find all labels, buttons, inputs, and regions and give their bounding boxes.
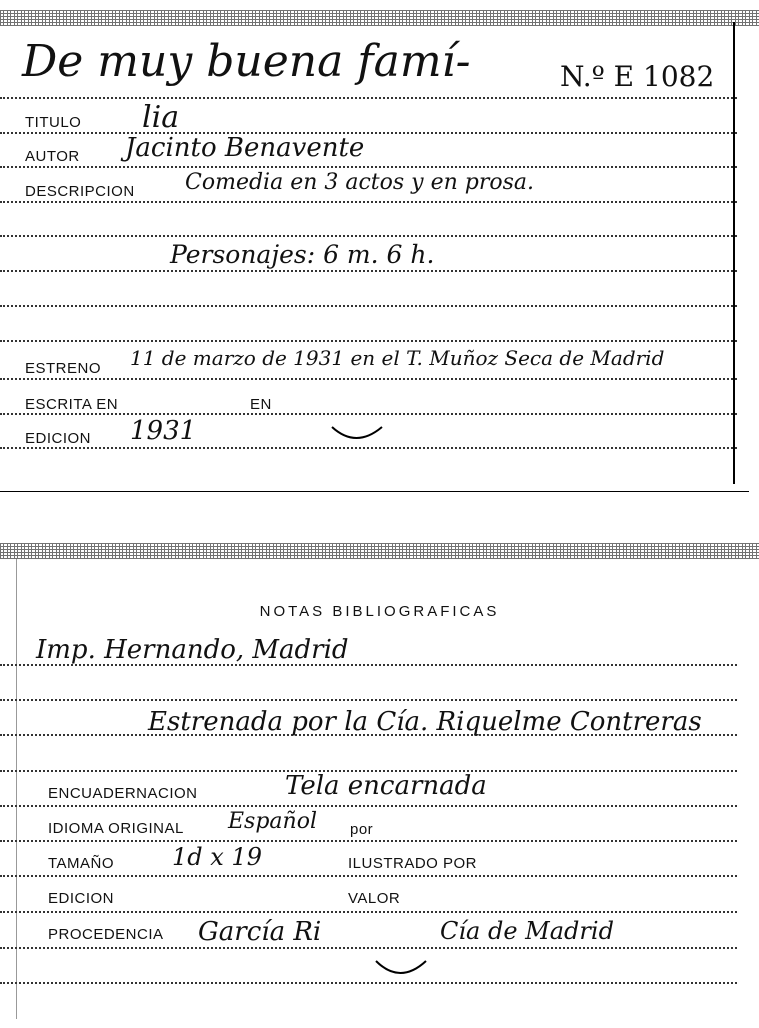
ruled-line [0,947,737,949]
value-encuadernacion: Tela encarnada [285,771,487,801]
ruled-line [0,699,737,701]
card-edge-texture [0,543,759,559]
value-procedencia-b: Cía de Madrid [440,917,614,945]
ruled-line [0,166,737,168]
value-edicion: 1931 [130,416,197,446]
label-valor: VALOR [348,890,401,907]
label-tamano: TAMAÑO [48,855,115,872]
label-titulo: TITULO [25,114,82,131]
ruled-line [0,305,737,307]
card-edge-texture [0,10,759,26]
label-en: EN [250,396,272,413]
ruled-line [0,875,737,877]
catalog-card-back [0,537,759,1028]
value-descripcion: Comedia en 3 actos y en prosa. [185,170,535,195]
catalog-card-front [0,0,759,493]
card-number: N.º E 1082 [560,60,715,93]
label-descripcion: DESCRIPCION [25,183,135,200]
label-por: por [350,821,374,838]
ruled-line [0,132,737,134]
ruled-line [0,805,737,807]
card-left-border [16,559,17,1019]
section-heading: NOTAS BIBLIOGRAFICAS [259,603,500,620]
label-edicion-back: EDICION [48,890,115,907]
label-ilustrado-por: ILUSTRADO POR [348,855,478,872]
value-idioma-original: Español [228,809,317,834]
notes-line-1: Imp. Hernando, Madrid [36,635,349,665]
ruled-line [0,840,737,842]
label-escrita-en: ESCRITA EN [25,396,119,413]
card-bottom-border [0,491,749,492]
label-estreno: ESTRENO [25,360,102,377]
label-autor: AUTOR [25,148,80,165]
punch-hole-mark [328,405,388,447]
ruled-line [0,97,737,99]
value-titulo: lia [142,100,180,135]
ruled-line [0,235,737,237]
title-handwritten-line1: De muy buena famí- [22,36,471,87]
punch-hole-mark [372,955,432,985]
notes-line-2: Estrenada por la Cía. Riquelme Contreras [148,707,702,737]
label-idioma-original: IDIOMA ORIGINAL [48,820,184,837]
ruled-line [0,340,737,342]
label-encuadernacion: ENCUADERNACION [48,785,198,802]
value-tamano: 1d x 19 [172,843,262,871]
label-procedencia: PROCEDENCIA [48,926,164,943]
ruled-line [0,982,737,984]
label-edicion: EDICION [25,430,92,447]
ruled-line [0,201,737,203]
ruled-line [0,447,737,449]
value-estreno: 11 de marzo de 1931 en el T. Muñoz Seca de Madrid [130,346,665,370]
ruled-line [0,378,737,380]
ruled-line [0,911,737,913]
value-personajes: Personajes: 6 m. 6 h. [170,240,435,269]
ruled-line [0,270,737,272]
value-procedencia-a: García Ri [198,917,322,947]
value-autor: Jacinto Benavente [125,133,365,163]
